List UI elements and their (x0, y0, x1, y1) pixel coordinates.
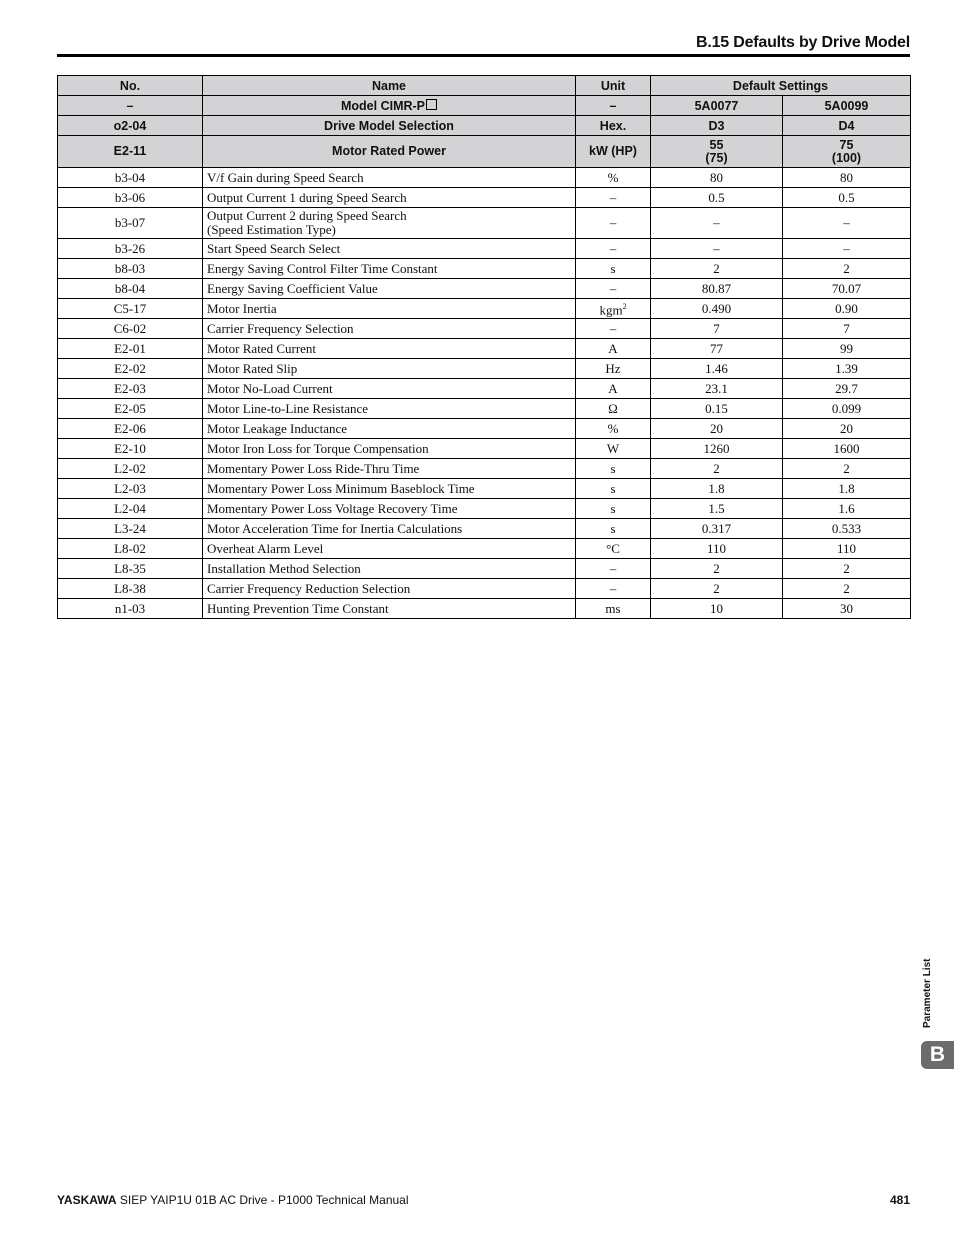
param-name (203, 419, 576, 439)
table-row (58, 399, 911, 419)
param-unit (576, 499, 651, 519)
default-5a0077: 7 (651, 319, 783, 339)
selection-no: o2-04 (58, 116, 203, 136)
default-5a0099: 0.533 (783, 519, 911, 539)
param-name-text: Installation Method Selection (207, 560, 361, 576)
param-name (203, 399, 576, 419)
table-row (58, 299, 911, 319)
param-unit (576, 339, 651, 359)
param-unit (576, 359, 651, 379)
param-unit-text: – (609, 189, 617, 205)
param-name-text: Energy Saving Coefficient Value (207, 280, 378, 296)
table-row (58, 599, 911, 619)
col-name-header: Name (203, 76, 576, 96)
param-unit (576, 479, 651, 499)
param-name-text: Motor Rated Slip (207, 360, 298, 376)
param-name-text: Overheat Alarm Level (207, 540, 324, 556)
param-no: C5-17 (58, 299, 203, 319)
table-row (58, 519, 911, 539)
param-unit (576, 459, 651, 479)
default-5a0077: 1.5 (651, 499, 783, 519)
default-5a0077: 1.46 (651, 359, 783, 379)
model-a: 5A0077 (651, 96, 783, 116)
default-5a0099: 1.8 (783, 479, 911, 499)
default-5a0077: 2 (651, 459, 783, 479)
param-name (203, 208, 576, 239)
power-name: Motor Rated Power (203, 136, 576, 168)
param-no: E2-02 (58, 359, 203, 379)
param-unit (576, 259, 651, 279)
default-5a0077: – (651, 208, 783, 239)
param-unit (576, 539, 651, 559)
page-number: 481 (889, 1193, 910, 1207)
param-name (203, 539, 576, 559)
default-5a0077: – (651, 239, 783, 259)
param-no: L8-35 (58, 559, 203, 579)
param-unit-text: – (609, 580, 617, 596)
param-name-text: Motor Iron Loss for Torque Compensation (207, 440, 429, 456)
param-unit (576, 239, 651, 259)
table-row (58, 259, 911, 279)
default-5a0077: 1260 (651, 439, 783, 459)
param-unit-text: – (609, 215, 617, 230)
default-5a0099: 70.07 (783, 279, 911, 299)
table-row (58, 459, 911, 479)
param-name (203, 259, 576, 279)
default-5a0099: 80 (783, 168, 911, 188)
param-no: b3-07 (58, 208, 203, 239)
table-row (58, 559, 911, 579)
param-unit-text: W (606, 440, 620, 456)
footer-manual-title: SIEP YAIP1U 01B AC Drive - P1000 Technical Manual (116, 1193, 409, 1207)
power-b-kw: 75 (839, 137, 854, 152)
param-unit (576, 579, 651, 599)
param-unit-text: – (609, 320, 617, 336)
default-5a0099: 110 (783, 539, 911, 559)
default-5a0099: 29.7 (783, 379, 911, 399)
page-footer (57, 1193, 910, 1207)
param-unit-text: s (610, 460, 616, 476)
param-unit-text: – (609, 240, 617, 256)
default-5a0077: 1.8 (651, 479, 783, 499)
param-name (203, 499, 576, 519)
param-name-text-line2: (Speed Estimation Type) (207, 222, 336, 237)
param-name (203, 359, 576, 379)
default-5a0099: 20 (783, 419, 911, 439)
param-unit (576, 519, 651, 539)
selection-b: D4 (783, 116, 911, 136)
table-row (58, 539, 911, 559)
placeholder-box-icon (426, 99, 437, 110)
power-unit: kW (HP) (576, 136, 651, 168)
selection-unit: Hex. (576, 116, 651, 136)
table-row (58, 208, 911, 239)
param-name-text: Carrier Frequency Reduction Selection (207, 580, 411, 596)
param-name (203, 519, 576, 539)
table-row (58, 319, 911, 339)
param-name-text: V/f Gain during Speed Search (207, 169, 364, 185)
param-unit-text: Ω (608, 400, 618, 416)
param-name-text: Motor No-Load Current (207, 380, 333, 396)
param-name-text: Output Current 1 during Speed Search (207, 189, 407, 205)
table-row (58, 168, 911, 188)
side-section-label: Parameter List (922, 958, 933, 1028)
power-a (651, 136, 783, 168)
default-5a0077: 10 (651, 599, 783, 619)
param-name-text: Motor Leakage Inductance (207, 420, 348, 436)
table-row (58, 188, 911, 208)
default-5a0099: – (783, 239, 911, 259)
default-5a0077: 20 (651, 419, 783, 439)
table-row (58, 359, 911, 379)
col-defaults-header: Default Settings (651, 76, 911, 96)
default-5a0077: 110 (651, 539, 783, 559)
param-unit (576, 319, 651, 339)
param-name (203, 339, 576, 359)
param-no: L2-03 (58, 479, 203, 499)
param-unit (576, 399, 651, 419)
power-b-hp: (100) (831, 150, 862, 165)
param-name-text: Hunting Prevention Time Constant (207, 600, 389, 616)
param-name (203, 579, 576, 599)
table-row (58, 499, 911, 519)
param-unit-text: kgm (599, 302, 623, 318)
param-no: L8-02 (58, 539, 203, 559)
param-name (203, 299, 576, 319)
param-unit (576, 419, 651, 439)
param-no: b8-04 (58, 279, 203, 299)
default-5a0099: 0.5 (783, 188, 911, 208)
param-unit-superscript: 2 (622, 301, 627, 311)
param-name-text: Motor Line-to-Line Resistance (207, 400, 369, 416)
table-row (58, 279, 911, 299)
param-unit (576, 279, 651, 299)
param-no: E2-03 (58, 379, 203, 399)
defaults-table (57, 75, 911, 619)
param-unit-text: % (607, 169, 619, 185)
param-no: E2-10 (58, 439, 203, 459)
default-5a0077: 0.490 (651, 299, 783, 319)
param-no: n1-03 (58, 599, 203, 619)
table-row (58, 419, 911, 439)
default-5a0077: 2 (651, 579, 783, 599)
default-5a0077: 2 (651, 559, 783, 579)
default-5a0099: 1.6 (783, 499, 911, 519)
param-no: b8-03 (58, 259, 203, 279)
default-5a0077: 23.1 (651, 379, 783, 399)
selection-name: Drive Model Selection (203, 116, 576, 136)
table-row (58, 479, 911, 499)
footer-brand: YASKAWA (57, 1193, 117, 1207)
model-unit: – (576, 96, 651, 116)
table-row (58, 379, 911, 399)
table-row (58, 339, 911, 359)
col-no-header: No. (58, 76, 203, 96)
param-no: L2-02 (58, 459, 203, 479)
param-name (203, 379, 576, 399)
param-no: b3-06 (58, 188, 203, 208)
model-name (203, 96, 576, 116)
param-unit-text: s (610, 480, 616, 496)
default-5a0099: 30 (783, 599, 911, 619)
param-unit-text: °C (606, 540, 620, 556)
param-name-text: Momentary Power Loss Voltage Recovery Time (207, 500, 458, 516)
default-5a0077: 0.5 (651, 188, 783, 208)
default-5a0077: 77 (651, 339, 783, 359)
param-name (203, 188, 576, 208)
model-no: – (58, 96, 203, 116)
power-a-hp: (75) (705, 150, 728, 165)
default-5a0077: 0.317 (651, 519, 783, 539)
default-5a0099: 99 (783, 339, 911, 359)
param-unit-text: s (610, 500, 616, 516)
default-5a0099: – (783, 208, 911, 239)
default-5a0099: 2 (783, 259, 911, 279)
param-unit-text: – (609, 560, 617, 576)
param-name-text: Momentary Power Loss Minimum Baseblock Time (207, 480, 475, 496)
param-name (203, 279, 576, 299)
default-5a0099: 1.39 (783, 359, 911, 379)
param-unit-text: % (607, 420, 619, 436)
default-5a0077: 0.15 (651, 399, 783, 419)
side-tab-b: B (921, 1041, 954, 1069)
param-unit (576, 299, 651, 319)
param-unit (576, 208, 651, 239)
default-5a0099: 1600 (783, 439, 911, 459)
param-name-text: Carrier Frequency Selection (207, 320, 354, 336)
default-5a0077: 2 (651, 259, 783, 279)
param-unit (576, 379, 651, 399)
param-unit (576, 439, 651, 459)
model-b: 5A0099 (783, 96, 911, 116)
param-unit (576, 599, 651, 619)
param-name-text: Motor Inertia (207, 300, 277, 316)
table-row (58, 579, 911, 599)
power-a-kw: 55 (709, 137, 724, 152)
param-unit-text: A (608, 340, 618, 356)
default-5a0099: 7 (783, 319, 911, 339)
param-unit (576, 559, 651, 579)
default-5a0099: 2 (783, 459, 911, 479)
param-no: b3-04 (58, 168, 203, 188)
default-5a0099: 0.099 (783, 399, 911, 419)
table-row (58, 439, 911, 459)
param-name (203, 319, 576, 339)
param-name (203, 599, 576, 619)
param-unit-text: – (609, 280, 617, 296)
param-no: E2-01 (58, 339, 203, 359)
param-name (203, 559, 576, 579)
param-no: E2-05 (58, 399, 203, 419)
param-unit-text: s (610, 520, 616, 536)
motor-rated-power-row (58, 136, 911, 168)
param-name-text: Energy Saving Control Filter Time Constant (207, 260, 438, 276)
param-unit (576, 168, 651, 188)
param-name (203, 479, 576, 499)
param-no: C6-02 (58, 319, 203, 339)
param-name-text: Momentary Power Loss Ride-Thru Time (207, 460, 420, 476)
drive-model-selection-row (58, 116, 911, 136)
model-name-text: Model CIMR-P (340, 98, 426, 113)
section-title: B.15 Defaults by Drive Model (695, 34, 910, 51)
param-name (203, 239, 576, 259)
default-5a0077: 80.87 (651, 279, 783, 299)
power-no: E2-11 (58, 136, 203, 168)
param-no: E2-06 (58, 419, 203, 439)
default-5a0099: 2 (783, 579, 911, 599)
model-row (58, 96, 911, 116)
table-row (58, 239, 911, 259)
power-b (783, 136, 911, 168)
param-unit-text: Hz (605, 360, 621, 376)
param-no: b3-26 (58, 239, 203, 259)
param-unit-text: ms (605, 600, 621, 616)
col-unit-header: Unit (576, 76, 651, 96)
param-name-text: Output Current 2 during Speed Search (207, 208, 407, 223)
selection-a: D3 (651, 116, 783, 136)
param-no: L8-38 (58, 579, 203, 599)
param-name-text: Motor Rated Current (207, 340, 317, 356)
param-name (203, 439, 576, 459)
section-divider (57, 54, 910, 57)
param-name-text: Start Speed Search Select (207, 240, 341, 256)
default-5a0099: 0.90 (783, 299, 911, 319)
param-unit-text: s (610, 260, 616, 276)
default-5a0077: 80 (651, 168, 783, 188)
param-unit-text: A (608, 380, 618, 396)
table-header-row (58, 76, 911, 96)
param-no: L2-04 (58, 499, 203, 519)
param-unit (576, 188, 651, 208)
param-name-text: Motor Acceleration Time for Inertia Calculations (207, 520, 463, 536)
param-name (203, 459, 576, 479)
default-5a0099: 2 (783, 559, 911, 579)
param-no: L3-24 (58, 519, 203, 539)
param-name (203, 168, 576, 188)
